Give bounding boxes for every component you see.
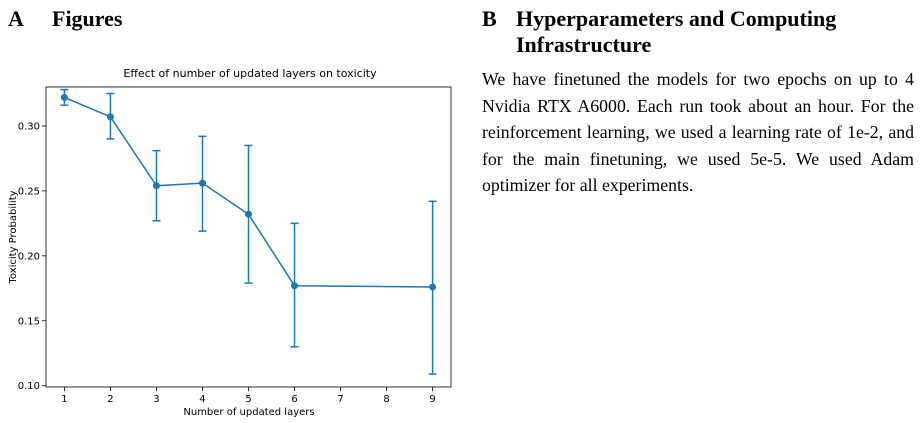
x-tick-label: 6 — [291, 394, 298, 405]
x-tick-label: 2 — [107, 394, 114, 405]
y-tick-label: 0.20 — [17, 251, 40, 263]
data-point — [429, 284, 436, 291]
section-b-number: B — [482, 6, 497, 31]
section-a-number: A — [8, 6, 24, 31]
section-b-title: Hyperparameters and Computing Infrastructure — [516, 6, 837, 57]
toxicity-chart — [0, 60, 470, 423]
section-a-title: Figures — [52, 6, 123, 31]
x-tick-label: 5 — [245, 394, 252, 405]
chart-title: Effect of number of updated layers on toxicity — [123, 67, 377, 80]
data-point — [61, 94, 68, 101]
y-tick-label: 0.10 — [17, 381, 40, 393]
x-tick-label: 9 — [429, 394, 436, 405]
x-tick-label: 4 — [199, 394, 206, 405]
y-tick-label: 0.15 — [17, 316, 40, 328]
section-b-heading — [482, 6, 902, 58]
y-axis-label: Toxicity Probability — [8, 190, 19, 284]
x-axis-label: Number of updated layers — [183, 407, 315, 418]
hyperparameters-paragraph: We have finetuned the models for two epochs on up to 4 Nvidia RTX A6000. Each run took about an hour. For the reinforcement learning, we used a learning rate of 1e-2, and for the main finetuning, we used 5e-5. We used Adam optimizer for all experiments. — [482, 69, 914, 195]
series-layer — [60, 90, 436, 374]
x-axis — [61, 387, 436, 405]
x-tick-label: 8 — [383, 394, 390, 405]
data-point — [291, 282, 298, 289]
data-point — [199, 180, 206, 187]
data-point — [245, 211, 252, 218]
y-axis — [18, 121, 46, 392]
y-tick-label: 0.25 — [17, 186, 40, 198]
y-tick-label: 0.30 — [17, 121, 40, 133]
data-point — [107, 113, 114, 120]
data-point — [153, 182, 160, 189]
section-a-heading — [8, 6, 122, 32]
x-tick-label: 7 — [337, 394, 344, 405]
x-tick-label: 1 — [61, 394, 68, 405]
x-tick-label: 3 — [153, 394, 160, 405]
